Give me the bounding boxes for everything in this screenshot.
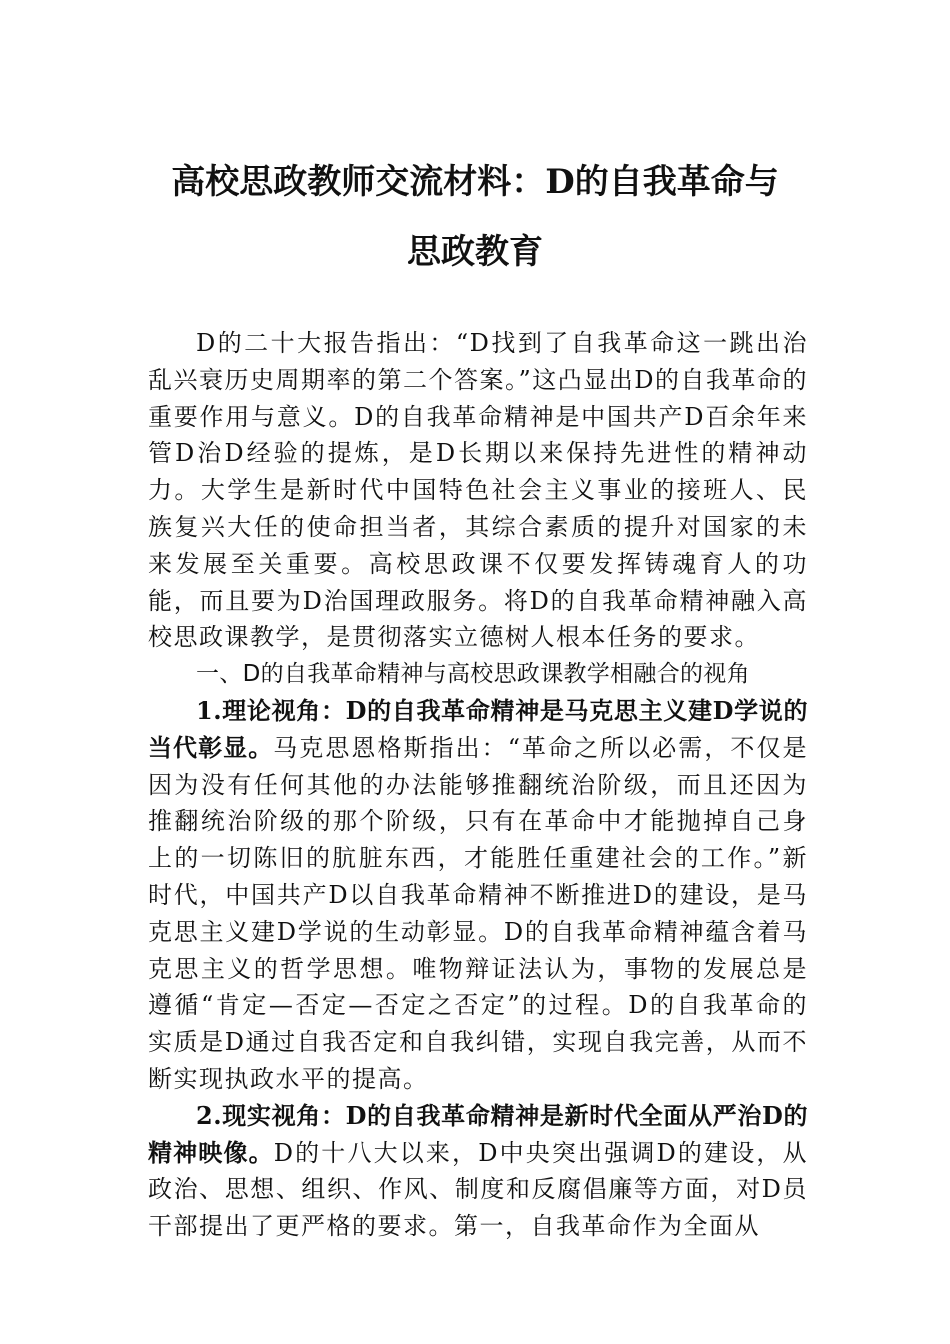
intro-paragraph: D的二十大报告指出：“D找到了自我革命这一跳出治乱兴衰历史周期率的第二个答案。”这凸显出D的自我革命的重要作用与意义。D的自我革命精神是中国共产D百余年来管D治D经验的提炼，是D长期以来保持先进性的精神动力。大学生是新时代中国特色社会主义事业的接班人、民族复兴大任的使命担当者，其综合素质的提升对国家的未来发展至关重要。高校思政课不仅要发挥铸魂育人的功能，而且要为D治国理政服务。将D的自我革命精神融入高校思政课教学，是贯彻落实立德树人根本任务的要求。 xyxy=(148,329,809,652)
point-1-heading: 1.理论视角：D的自我革命精神是马克思主义建D学说的当代彰显。 xyxy=(148,695,808,762)
document-title-line-1: 高校思政教师交流材料：D的自我革命与 xyxy=(171,162,779,202)
point-1-paragraph xyxy=(148,693,808,1098)
point-2-paragraph xyxy=(148,1098,808,1245)
point-2-text: D的十八大以来，D中央突出强调D的建设，从政治、思想、组织、作风、制度和反腐倡廉等方面，对D员干部提出了更严格的要求。第一，自我革命作为全面从 xyxy=(148,1138,809,1241)
section-heading-1: 一、D的自我革命精神与高校思政课教学相融合的视角 xyxy=(196,661,750,688)
point-1-text: 马克思恩格斯指出：“革命之所以必需，不仅是因为没有任何其他的办法能够推翻统治阶级，而且还因为推翻统治阶级的那个阶级，只有在革命中才能抛掉自己身上的一切陈旧的肮脏东西，才能胜任重建社会的工作。”新时代，中国共产D以自我革命精神不断推进D的建设，是马克思主义建D学说的生动彰显。D的自我革命精神蕴含着马克思主义的哲学思想。唯物辩证法认为，事物的发展总是遵循“肯定—否定—否定之否定”的过程。D的自我革命的实质是D通过自我否定和自我纠错，实现自我完善，从而不断实现执政水平的提高。 xyxy=(148,733,808,1093)
point-2-heading: 2.现实视角：D的自我革命精神是新时代全面从严治D的精神映像。 xyxy=(148,1100,808,1167)
document-body xyxy=(148,325,808,1245)
document-title-line-2: 思政教育 xyxy=(407,232,543,272)
